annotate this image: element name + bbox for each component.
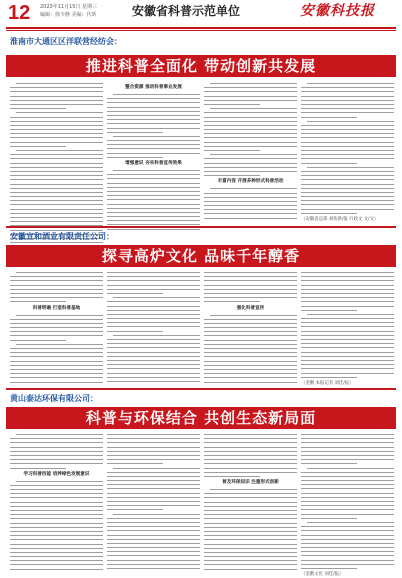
article-2-source: （金鹅 本报记者 刘佳/报） [301,380,354,386]
editor-credits: 编辑：徐少静 美编：代昕 [40,12,97,18]
article-3-headline: 科普与环保结合 共创生态新局面 [6,407,396,429]
article-3-col-4 [301,434,394,578]
article-2-col-1 [10,272,103,382]
article-2-subhead-1: 科普明确 打造科普基地 [32,305,81,311]
header-divider [6,27,396,29]
article-1-body [10,83,394,221]
article-1-source: （安徽省总部 刘珩新/报 行政文 文/文） [301,217,379,222]
article-3-source: （金鹅文化 刘佳/报） [301,572,344,578]
article-1-subhead-2: 增强意识 夯实科普宣传效果 [125,161,182,166]
article-2-col-4 [301,272,394,386]
article-3-col-1 [10,434,103,568]
article-1-col-4 [301,83,394,221]
issue-date: 2023年11月15日 星期三 [40,4,98,10]
article-1-subhead-3: 丰富内容 开展多种形式科普活动 [217,179,284,185]
article-divider-1 [6,226,396,228]
article-2-body [10,272,394,386]
article-3-kicker: 黄山泰达环保有限公司： [10,394,98,403]
header-divider-thin [6,30,396,31]
article-1-col-3 [204,83,297,221]
article-1-headline: 推进科普全面化 带动创新共发展 [6,55,396,77]
newspaper-logo: 安徽科技报 [300,3,375,19]
article-2-headline: 探寻高炉文化 品味千年醇香 [6,245,396,267]
article-2-col-3 [204,272,297,382]
page-number: 12 [8,2,31,24]
section-title: 安徽省科普示范单位 [132,4,241,18]
article-3-col-3 [204,434,297,568]
page-header [0,0,402,26]
article-3-subhead-1: 学习科普技能 培养绿色发展意识 [23,471,90,477]
article-1-col-1 [10,83,103,221]
article-3-subhead-2: 普及环保知识 注重形式创新 [222,480,279,486]
article-3-col-2 [107,434,200,568]
article-2-subhead-2: 强化科普宣传 [236,305,265,311]
article-1-col-2 [107,83,200,221]
article-3-body [10,434,394,578]
article-2-col-2 [107,272,200,382]
article-1-subhead-1: 整合资源 推动科普事业发展 [125,85,182,90]
article-1-kicker: 淮南市大通区区洋联营经纺会： [10,37,122,46]
article-2-kicker: 安徽宣和酒业有限责任公司： [10,232,114,241]
article-divider-2 [6,388,396,390]
